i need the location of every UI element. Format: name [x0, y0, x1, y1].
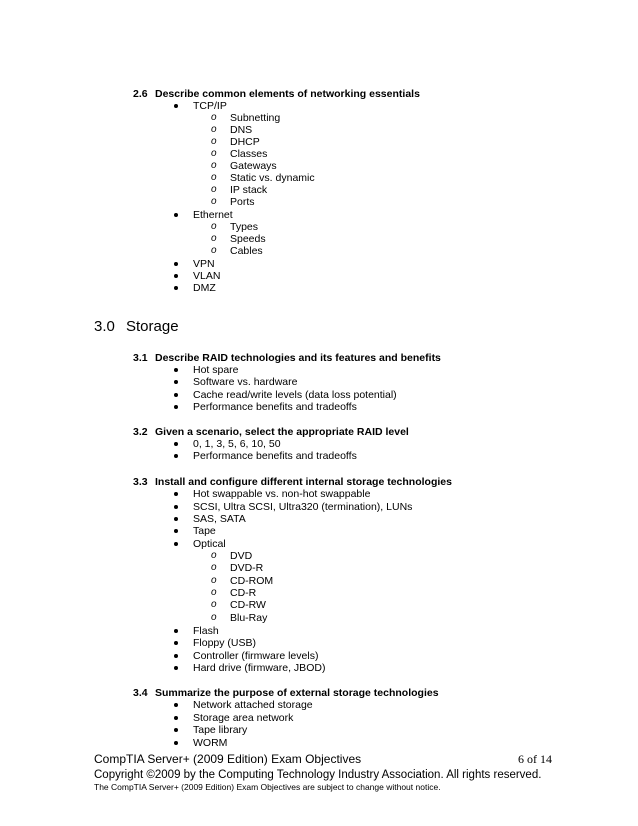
sub-bullet: o	[211, 599, 217, 610]
sec-3-0-number: 3.0	[94, 318, 115, 335]
tcpip-sub-item: Ports	[230, 196, 255, 208]
sub-bullet: o	[211, 233, 217, 244]
bullet	[174, 380, 178, 384]
sec-2-6-number: 2.6	[133, 88, 148, 100]
bullet	[174, 104, 178, 108]
list-item: SAS, SATA	[193, 513, 246, 525]
tcpip-sub-item: Subnetting	[230, 112, 281, 124]
optical-sub-item: CD-ROM	[230, 575, 274, 587]
sec-3-3-title: Install and configure different internal storage technologies	[155, 476, 452, 488]
sec-3-4-number: 3.4	[133, 687, 148, 699]
optical-sub-item: DVD-R	[230, 562, 264, 574]
optical-sub-item: CD-RW	[230, 599, 266, 611]
list-item: Optical	[193, 538, 226, 550]
ethernet-item: Ethernet	[193, 209, 233, 221]
bullet	[174, 286, 178, 290]
sec-3-2-number: 3.2	[133, 426, 148, 438]
list-item: Hot spare	[193, 364, 239, 376]
sec-3-0-title: Storage	[126, 318, 179, 335]
footer-copyright: Copyright ©2009 by the Computing Technology Industry Association. All rights reserved.	[94, 769, 542, 781]
bullet	[174, 654, 178, 658]
bullet	[174, 442, 178, 446]
bullet	[174, 368, 178, 372]
vpn-item: VPN	[193, 258, 215, 270]
bullet	[174, 213, 178, 217]
sec-3-2-title: Given a scenario, select the appropriate RAID level	[155, 426, 409, 438]
tcpip-sub-item: Classes	[230, 148, 268, 160]
footer-notice: The CompTIA Server+ (2009 Edition) Exam Objectives are subject to change without notice.	[94, 782, 441, 792]
bullet	[174, 454, 178, 458]
tcpip-sub-item: DHCP	[230, 136, 260, 148]
sub-bullet: o	[211, 221, 217, 232]
bullet	[174, 542, 178, 546]
sub-bullet: o	[211, 124, 217, 135]
list-item: Hard drive (firmware, JBOD)	[193, 662, 326, 674]
list-item: SCSI, Ultra SCSI, Ultra320 (termination), LUNs	[193, 501, 413, 513]
optical-sub-item: Blu-Ray	[230, 612, 268, 624]
bullet	[174, 492, 178, 496]
dmz-item: DMZ	[193, 282, 216, 294]
sub-bullet: o	[211, 148, 217, 159]
list-item: Floppy (USB)	[193, 637, 257, 649]
sub-bullet: o	[211, 245, 217, 256]
bullet	[174, 728, 178, 732]
bullet	[174, 393, 178, 397]
optical-sub-item: DVD	[230, 550, 253, 562]
list-item: Storage area network	[193, 712, 294, 724]
bullet	[174, 716, 178, 720]
bullet	[174, 505, 178, 509]
sub-bullet: o	[211, 112, 217, 123]
sec-3-1-number: 3.1	[133, 352, 148, 364]
sec-2-6-title: Describe common elements of networking essentials	[155, 88, 420, 100]
list-item: Software vs. hardware	[193, 376, 298, 388]
bullet	[174, 529, 178, 533]
bullet	[174, 703, 178, 707]
bullet	[174, 629, 178, 633]
sec-3-3-number: 3.3	[133, 476, 148, 488]
footer-title: CompTIA Server+ (2009 Edition) Exam Objectives	[94, 752, 362, 766]
list-item: Performance benefits and tradeoffs	[193, 401, 357, 413]
tcpip-item: TCP/IP	[193, 100, 227, 112]
sec-3-4-title: Summarize the purpose of external storage technologies	[155, 687, 439, 699]
sub-bullet: o	[211, 550, 217, 561]
optical-sub-item: CD-R	[230, 587, 257, 599]
tcpip-sub-item: Static vs. dynamic	[230, 172, 315, 184]
list-item: Flash	[193, 625, 219, 637]
tcpip-sub-item: Gateways	[230, 160, 277, 172]
sub-bullet: o	[211, 196, 217, 207]
sec-3-1-title: Describe RAID technologies and its features and benefits	[155, 352, 441, 364]
list-item: Tape	[193, 525, 216, 537]
tcpip-sub-item: DNS	[230, 124, 253, 136]
list-item: Cache read/write levels (data loss potential)	[193, 389, 397, 401]
sub-bullet: o	[211, 612, 217, 623]
bullet	[174, 405, 178, 409]
list-item: WORM	[193, 737, 228, 749]
list-item: Hot swappable vs. non-hot swappable	[193, 488, 371, 500]
list-item: Tape library	[193, 724, 248, 736]
sub-bullet: o	[211, 136, 217, 147]
sub-bullet: o	[211, 562, 217, 573]
tcpip-sub-item: IP stack	[230, 184, 268, 196]
sub-bullet: o	[211, 587, 217, 598]
list-item: 0, 1, 3, 5, 6, 10, 50	[193, 438, 281, 450]
bullet	[174, 274, 178, 278]
vlan-item: VLAN	[193, 270, 221, 282]
bullet	[174, 262, 178, 266]
sub-bullet: o	[211, 575, 217, 586]
ethernet-sub-item: Cables	[230, 245, 263, 257]
ethernet-sub-item: Speeds	[230, 233, 266, 245]
bullet	[174, 666, 178, 670]
sub-bullet: o	[211, 160, 217, 171]
bullet	[174, 741, 178, 745]
sub-bullet: o	[211, 172, 217, 183]
sub-bullet: o	[211, 184, 217, 195]
list-item: Controller (firmware levels)	[193, 650, 319, 662]
bullet	[174, 641, 178, 645]
page-number: 6 of 14	[518, 752, 552, 766]
ethernet-sub-item: Types	[230, 221, 259, 233]
list-item: Performance benefits and tradeoffs	[193, 450, 357, 462]
list-item: Network attached storage	[193, 699, 313, 711]
bullet	[174, 517, 178, 521]
